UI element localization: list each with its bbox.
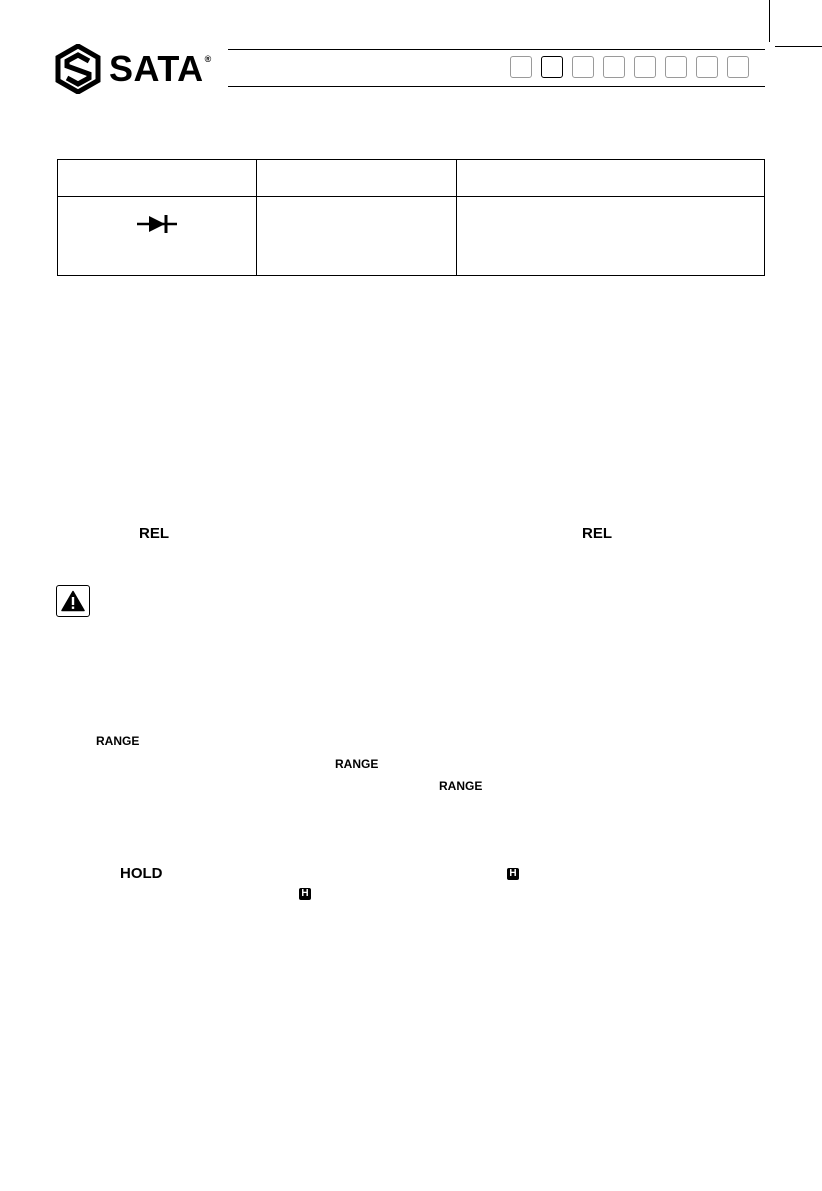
language-tab[interactable] xyxy=(603,56,625,78)
brand-name: SATA xyxy=(109,48,204,89)
warning-triangle-icon xyxy=(61,590,85,612)
range-key-label: RANGE xyxy=(439,779,483,793)
hold-indicator-icon: H xyxy=(299,888,311,900)
rel-key-label: REL xyxy=(582,525,612,542)
table-cell-symbol xyxy=(58,197,257,276)
range-key-label: RANGE xyxy=(96,734,140,748)
table-header-row xyxy=(58,160,765,197)
rel-key-label: REL xyxy=(139,525,169,542)
registered-mark: ® xyxy=(204,54,212,64)
table-cell xyxy=(257,197,457,276)
table-header-cell xyxy=(257,160,457,197)
hold-key-label: HOLD xyxy=(120,865,163,882)
language-tab[interactable] xyxy=(727,56,749,78)
language-tab[interactable] xyxy=(665,56,687,78)
hold-indicator-icon: H xyxy=(507,868,519,880)
function-table xyxy=(57,159,765,276)
table-header-cell xyxy=(58,160,257,197)
table-row xyxy=(58,197,765,276)
warning-icon xyxy=(56,585,90,617)
language-tabs xyxy=(510,56,749,78)
header-rule-top xyxy=(228,49,765,50)
sata-hexagon-icon xyxy=(55,44,101,94)
language-tab-active[interactable] xyxy=(541,56,563,78)
crop-mark-vertical xyxy=(769,0,770,42)
header-rule-bottom xyxy=(228,86,765,87)
language-tab[interactable] xyxy=(634,56,656,78)
language-tab[interactable] xyxy=(572,56,594,78)
table-header-cell xyxy=(457,160,765,197)
crop-mark-horizontal xyxy=(775,46,822,47)
language-tab[interactable] xyxy=(510,56,532,78)
table-cell xyxy=(457,197,765,276)
language-tab[interactable] xyxy=(696,56,718,78)
sata-logo xyxy=(55,44,211,94)
diode-icon xyxy=(137,215,177,233)
range-key-label: RANGE xyxy=(335,757,379,771)
